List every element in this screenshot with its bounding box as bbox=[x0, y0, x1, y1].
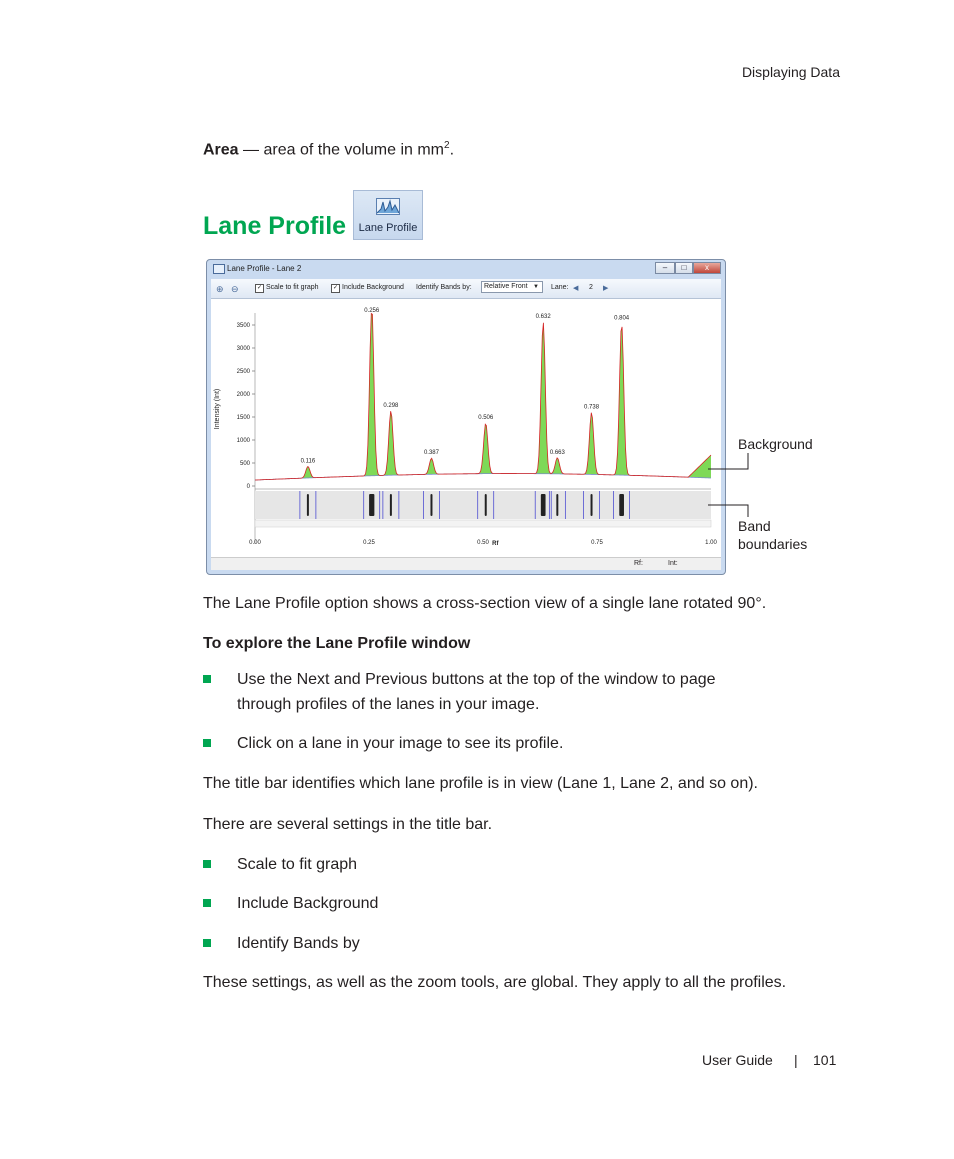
area-end: . bbox=[449, 141, 455, 159]
window-toolbar bbox=[211, 279, 721, 299]
lane-label: Lane: bbox=[551, 284, 569, 291]
minimize-button[interactable]: – bbox=[655, 262, 675, 274]
peak-label: 0.116 bbox=[300, 458, 316, 465]
maximize-button[interactable]: □ bbox=[675, 262, 693, 274]
window-title: Lane Profile - Lane 2 bbox=[227, 264, 302, 273]
bullet-text-2: Click on a lane in your image to see its profile. bbox=[237, 735, 564, 752]
peak-label: 0.632 bbox=[535, 313, 551, 320]
identify-value: Relative Front bbox=[484, 283, 528, 290]
lane-profile-button[interactable] bbox=[353, 190, 423, 240]
callout-background: Background bbox=[738, 436, 813, 452]
list-item bbox=[203, 931, 803, 956]
include-bg-label: Include Background bbox=[342, 284, 404, 291]
band-mark bbox=[369, 494, 374, 516]
band-mark bbox=[591, 494, 593, 516]
x-tick-label: 0.75 bbox=[591, 540, 603, 546]
list-item bbox=[203, 731, 803, 756]
peak-label: 0.804 bbox=[614, 315, 630, 322]
scrollbar bbox=[255, 520, 711, 527]
plot-area bbox=[211, 299, 721, 570]
page-number: 101 bbox=[813, 1052, 837, 1068]
zoom-out-icon[interactable]: ⊖ bbox=[231, 284, 239, 294]
band-mark bbox=[541, 494, 546, 516]
identify-label: Identify Bands by: bbox=[416, 284, 472, 291]
peak-label: 0.256 bbox=[364, 307, 380, 314]
x-tick-label: 0.00 bbox=[249, 540, 261, 546]
paragraph-settings: There are several settings in the title bar. bbox=[203, 816, 493, 833]
area-term: Area bbox=[203, 141, 239, 159]
list-item bbox=[203, 891, 803, 916]
y-tick-label: 3500 bbox=[236, 323, 250, 329]
include-bg-checkbox[interactable]: ✓ bbox=[332, 285, 339, 291]
status-int: Int: bbox=[668, 560, 678, 567]
x-tick-label: 0.50 bbox=[477, 540, 489, 546]
bullet-icon bbox=[203, 899, 211, 907]
scale-label: Scale to fit graph bbox=[266, 284, 319, 291]
footer-guide: User Guide bbox=[702, 1052, 773, 1068]
paragraph-global: These settings, as well as the zoom tools, are global. They apply to all the profiles. bbox=[203, 974, 787, 991]
setting-include-bg: Include Background bbox=[237, 895, 379, 912]
bullet-icon bbox=[203, 939, 211, 947]
band-mark bbox=[619, 494, 624, 516]
list-item bbox=[203, 852, 803, 877]
area-sup: 2 bbox=[444, 140, 450, 151]
y-tick-label: 2500 bbox=[236, 369, 250, 375]
band-mark bbox=[390, 494, 392, 516]
y-tick-label: 2000 bbox=[236, 392, 250, 398]
paragraph-intro: The Lane Profile option shows a cross-section view of a single lane rotated 90°. bbox=[203, 595, 767, 612]
peak-label: 0.387 bbox=[423, 450, 439, 457]
peak-label: 0.663 bbox=[549, 449, 565, 456]
peak-label: 0.298 bbox=[383, 402, 399, 409]
paragraph-title-bar: The title bar identifies which lane profile is in view (Lane 1, Lane 2, and so on). bbox=[203, 775, 758, 792]
y-tick-label: 1000 bbox=[236, 438, 250, 444]
bullet-icon bbox=[203, 860, 211, 868]
band-mark bbox=[485, 494, 487, 516]
band-mark bbox=[430, 494, 432, 516]
lane-profile-window bbox=[206, 259, 726, 575]
lane-profile-icon bbox=[376, 198, 400, 215]
setting-scale: Scale to fit graph bbox=[237, 856, 358, 873]
profile-line bbox=[255, 314, 711, 481]
lane-profile-button-label: Lane Profile bbox=[358, 222, 418, 234]
window-app-icon bbox=[213, 264, 225, 274]
callout-leader-lines bbox=[700, 450, 760, 530]
peak-label: 0.506 bbox=[478, 415, 494, 422]
x-tick-label: 0.25 bbox=[363, 540, 375, 546]
background-line bbox=[255, 474, 711, 480]
y-tick-label: 0 bbox=[246, 484, 250, 490]
close-button[interactable]: x bbox=[693, 262, 721, 274]
identify-dropdown[interactable] bbox=[481, 281, 543, 293]
callout-band: Band bbox=[738, 518, 771, 534]
band-mark bbox=[307, 494, 309, 516]
next-lane-icon[interactable]: ▶ bbox=[603, 285, 609, 292]
area-dash: — bbox=[243, 141, 260, 159]
x-axis-label: Rf bbox=[492, 541, 499, 547]
y-tick-label: 3000 bbox=[236, 346, 250, 352]
status-bar bbox=[211, 557, 721, 570]
list-item bbox=[203, 667, 803, 717]
footer-separator: | bbox=[794, 1052, 798, 1068]
area-definition bbox=[203, 133, 454, 162]
y-tick-label: 500 bbox=[239, 461, 250, 467]
procedure-heading: To explore the Lane Profile window bbox=[203, 635, 471, 652]
bullet-text-1a: Use the Next and Previous buttons at the top of the window to page bbox=[237, 671, 716, 688]
band-mark bbox=[556, 494, 558, 516]
callout-boundaries: boundaries bbox=[738, 536, 808, 552]
lane-strip bbox=[255, 491, 711, 519]
chevron-down-icon: ▼ bbox=[533, 284, 539, 290]
scale-checkbox[interactable]: ✓ bbox=[256, 285, 263, 291]
running-header: Displaying Data bbox=[741, 64, 840, 80]
zoom-in-icon[interactable]: ⊕ bbox=[216, 284, 224, 294]
bullet-text-1b: through profiles of the lanes in your image. bbox=[237, 696, 540, 713]
lane-value: 2 bbox=[589, 284, 593, 291]
status-rf: Rf: bbox=[634, 560, 643, 567]
lane-profile-chart[interactable] bbox=[211, 299, 721, 559]
bullet-icon bbox=[203, 675, 211, 683]
y-axis-label: Intensity (Int) bbox=[214, 388, 221, 430]
peak-label: 0.738 bbox=[584, 404, 600, 411]
area-text: area of the volume in mm bbox=[263, 141, 445, 159]
x-tick-label: 1.00 bbox=[705, 540, 717, 546]
previous-lane-icon[interactable]: ◀ bbox=[573, 285, 579, 292]
y-tick-label: 1500 bbox=[236, 415, 250, 421]
setting-identify: Identify Bands by bbox=[237, 935, 360, 952]
section-title: Lane Profile bbox=[203, 212, 347, 240]
bullet-icon bbox=[203, 739, 211, 747]
